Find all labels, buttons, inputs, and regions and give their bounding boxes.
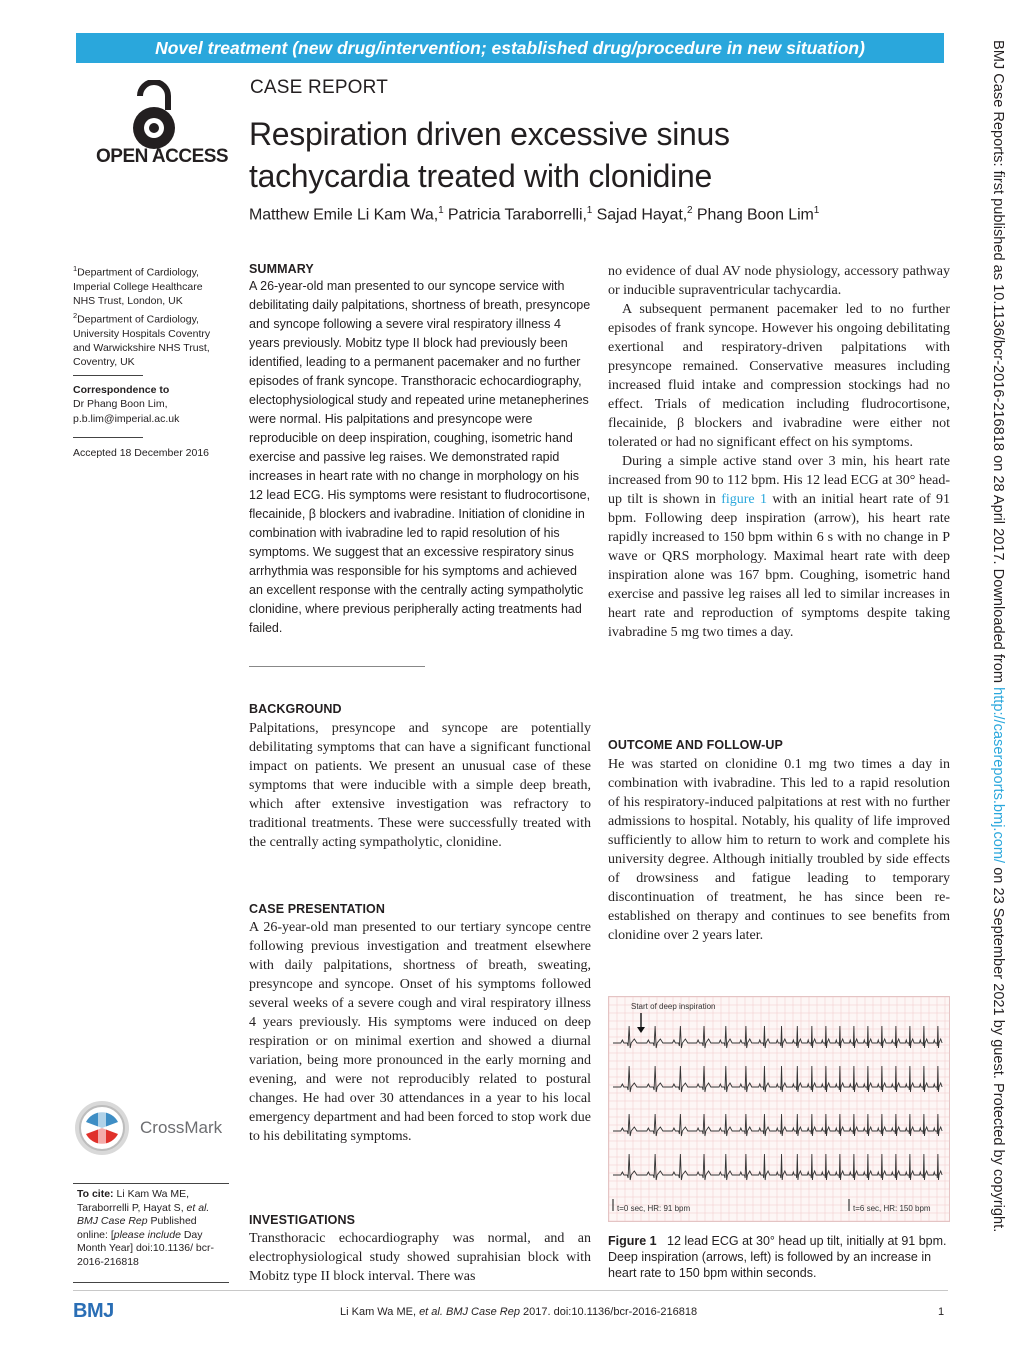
ecg-start-label: Start of deep inspiration bbox=[631, 1002, 716, 1011]
affiliations bbox=[73, 262, 223, 370]
article-title: Respiration driven excessive sinus tachycardia treated with clonidine bbox=[249, 116, 730, 194]
download-notice bbox=[988, 40, 1008, 1330]
author-affiliation-marker: 1 bbox=[438, 205, 444, 216]
ecg-start-time-label: t=0 sec, HR: 91 bpm bbox=[617, 1204, 691, 1213]
author-name[interactable]: Matthew Emile Li Kam Wa, bbox=[249, 206, 439, 224]
correspondence-name: Dr Phang Boon Lim, bbox=[73, 398, 168, 411]
citation-authors: Li Kam Wa ME, Taraborrelli P, Hayat S, bbox=[77, 1188, 190, 1214]
author-list bbox=[249, 205, 819, 224]
author-name[interactable]: Phang Boon Lim bbox=[696, 206, 814, 224]
article-type: CASE REPORT bbox=[250, 77, 389, 98]
citation-placeholder: please include bbox=[113, 1228, 181, 1241]
paragraph-text: with an initial heart rate of 91 bpm. Following deep inspiration (arrow), his heart rate rapidly increased to 150 bpm within 6 s with no change in P wave or QRS morphology. Maximal heart rate with deep inspiration alone was 167 bpm. Coughing, isometric hand exercise and passive leg raises all led to similar increases in heart rate and reproduction of symptoms despite taking ivabradine 5 mg two times a day. bbox=[608, 492, 950, 640]
divider bbox=[73, 375, 143, 376]
accepted-date: Accepted 18 December 2016 bbox=[73, 447, 210, 459]
crossmark-label[interactable]: CrossMark bbox=[140, 1118, 223, 1137]
author-affiliation-marker: 1 bbox=[586, 205, 593, 216]
ecg-lead-trace bbox=[613, 1066, 942, 1092]
open-access-label: OPEN ACCESS bbox=[96, 146, 229, 167]
figure-caption-text: 12 lead ECG at 30° head up tilt, initially at 91 bpm. Deep inspiration (arrows, left) is followed by an increase in heart rate to 150 bpm within seconds. bbox=[608, 1234, 947, 1280]
correspondence-heading: Correspondence to bbox=[73, 384, 170, 396]
divider bbox=[73, 437, 143, 438]
paragraph: A subsequent permanent pacemaker led to no further episodes of frank syncope. However his ongoing debilitating exertional and respiratory-driven palpitations with presyncope remained. Conservative measures including increased fluid intake and compression stockings had no effect. Trials of medication including fludrocortisone, flecainide, β blockers and ivabradine were either not tolerated or had no significant effect on his symptoms. bbox=[608, 302, 950, 450]
download-notice-text: on 23 September 2021 by guest. Protected by copyright. bbox=[990, 867, 1006, 1233]
footer-citation bbox=[340, 1306, 697, 1318]
background-text: Palpitations, presyncope and syncope are potentially debilitating symptoms that can have a significant functional impact on patients. We present an unusual case of these symptoms that were inducible with a simple deep breath, which after extensive investigation was refractory to traditional treatments. These were successfully treated with the centrally acting sympatholytic, clonidine. bbox=[249, 721, 591, 850]
background-heading: BACKGROUND bbox=[249, 702, 342, 716]
footer-authors: Li Kam Wa ME, bbox=[340, 1306, 416, 1318]
casereports-link[interactable]: http://casereports.bmj.com/ bbox=[990, 687, 1006, 864]
paragraph bbox=[608, 452, 950, 642]
citation-etal: et al. bbox=[186, 1201, 210, 1214]
citation-box bbox=[73, 1183, 229, 1283]
citation-doi: Day Month Year] doi:10.1136/ bcr-2016-216818 bbox=[77, 1228, 214, 1268]
ecg-lead-trace bbox=[613, 1154, 942, 1180]
summary-text: A 26-year-old man presented to our syncope service with debilitating daily palpitations, shortness of breath, presyncope and syncope following a severe viral respiratory illness 4 years previously. Mobitz type II block had previously been identified, leading to a permanent pacemaker and no further episodes of frank syncope. Transthoracic echocardiography, electophysiological study and repeated urine metanepherines were normal. His palpitations and presyncope were reproducible on deep inspiration, coughing, isometric hand exercise and passive leg raises. We demonstrated rapid increases in heart rate with no change in morphology on his 12 lead ECG. His symptoms were resistant to fludrocortisone, flecainide, β blockers and ivabradine. Initiation of clonidine in combination with ivabradine led to rapid resolution of his symptoms. We suggest that an excessive respiratory sinus arrhythmia was responsible for his symptoms and achieved an excellent response with the centrally acting sympatholytic clonidine, where previous peripherally acting treatments had failed. bbox=[249, 279, 591, 635]
ecg-trace bbox=[609, 997, 949, 1221]
paragraph: no evidence of dual AV node physiology, accessory pathway or inducible supraventricular tachycardia. bbox=[608, 264, 950, 298]
citation-journal: BMJ Case Rep bbox=[77, 1215, 148, 1227]
figure-link[interactable]: figure 1 bbox=[721, 492, 768, 507]
case-presentation-text: A 26-year-old man presented to our tertiary syncope centre following previous investigation and treatment elsewhere with daily palpitations, shortness of breath, sweating, presyncope and syncope. Onset of his symptoms followed several weeks of a severe cough and viral respiratory illness 4 years previously. His symptoms were induced on deep respiration or on minimal exertion and showed a diurnal variation, being more pronounced in the early morning and evening, and were not reproducibly related to postural changes. He had over 30 attendances in a year to his local emergency department and had been forced to stop work due to his debilitating symptoms. bbox=[249, 920, 591, 1144]
right-column-text bbox=[608, 262, 950, 642]
investigations-heading: INVESTIGATIONS bbox=[249, 1213, 356, 1227]
affiliation-2: Department of Cardiology, University Hospitals Coventry and Warwickshire NHS Trust, Coventry, UK bbox=[73, 313, 211, 369]
affiliation-number: 2 bbox=[73, 310, 78, 320]
footer-journal: BMJ Case Rep bbox=[445, 1306, 520, 1318]
affiliation-number: 1 bbox=[73, 264, 78, 273]
affiliation-1: Department of Cardiology, Imperial College Healthcare NHS Trust, London, UK bbox=[73, 266, 203, 308]
citation-label: To cite: bbox=[77, 1188, 114, 1200]
correspondence-email[interactable]: p.b.lim@imperial.ac.uk bbox=[73, 412, 180, 425]
ecg-arrowhead-icon bbox=[637, 1027, 645, 1033]
outcome-text: He was started on clonidine 0.1 mg two times a day in combination with ivabradine. This led to a rapid resolution of his respiratory-induced palpitations at rest with no further admissions to hospital. Notably, his quality of life improved sufficiently to allow him to return to work and complete his university degree. Although initially troubled by side effects of drowsiness and fatigue leading to temporary discontinuation of treatment, he has since been re-established on therapy and continues to see benefits from clonidine over 2 years later. bbox=[608, 757, 950, 943]
investigations-text: Transthoracic echocardiography was normal, and an electrophysiological study showed suprahisian block with Mobitz type II block interval. There was bbox=[249, 1231, 591, 1284]
paragraph-text: During a simple active stand over 3 min, his heart rate increased from 90 to 112 bpm. His 12 lead ECG at 30° head-up tilt is shown in bbox=[608, 454, 950, 507]
download-notice-text: BMJ Case Reports: first published as 10.1136/bcr-2016-216818 on 28 April 2017. Downloaded from bbox=[990, 40, 1006, 684]
author-name[interactable]: Patricia Taraborrelli, bbox=[447, 206, 587, 224]
category-banner: Novel treatment (new drug/intervention; established drug/procedure in new situation) bbox=[76, 33, 944, 63]
footer-divider bbox=[73, 1290, 948, 1291]
bmj-logo[interactable]: BMJ bbox=[73, 1300, 114, 1322]
author-affiliation-marker: 1 bbox=[813, 205, 820, 216]
summary-heading: SUMMARY bbox=[249, 262, 314, 276]
author-affiliation-marker: 2 bbox=[687, 205, 693, 216]
ecg-figure bbox=[608, 996, 950, 1222]
figure-caption bbox=[608, 1233, 950, 1281]
page-number: 1 bbox=[938, 1306, 945, 1318]
divider bbox=[249, 666, 425, 667]
ecg-end-time-label: t=6 sec, HR: 150 bpm bbox=[853, 1204, 931, 1213]
footer-etal: et al. bbox=[419, 1306, 443, 1318]
correspondence bbox=[73, 383, 223, 426]
figure-number: Figure 1 bbox=[608, 1234, 657, 1248]
citation-published: Published online: [ bbox=[77, 1215, 197, 1241]
author-name[interactable]: Sajad Hayat, bbox=[596, 206, 688, 224]
footer-doi: 2017. doi:10.1136/bcr-2016-216818 bbox=[523, 1306, 698, 1318]
case-presentation-heading: CASE PRESENTATION bbox=[249, 902, 385, 916]
outcome-heading: OUTCOME AND FOLLOW-UP bbox=[608, 738, 783, 752]
